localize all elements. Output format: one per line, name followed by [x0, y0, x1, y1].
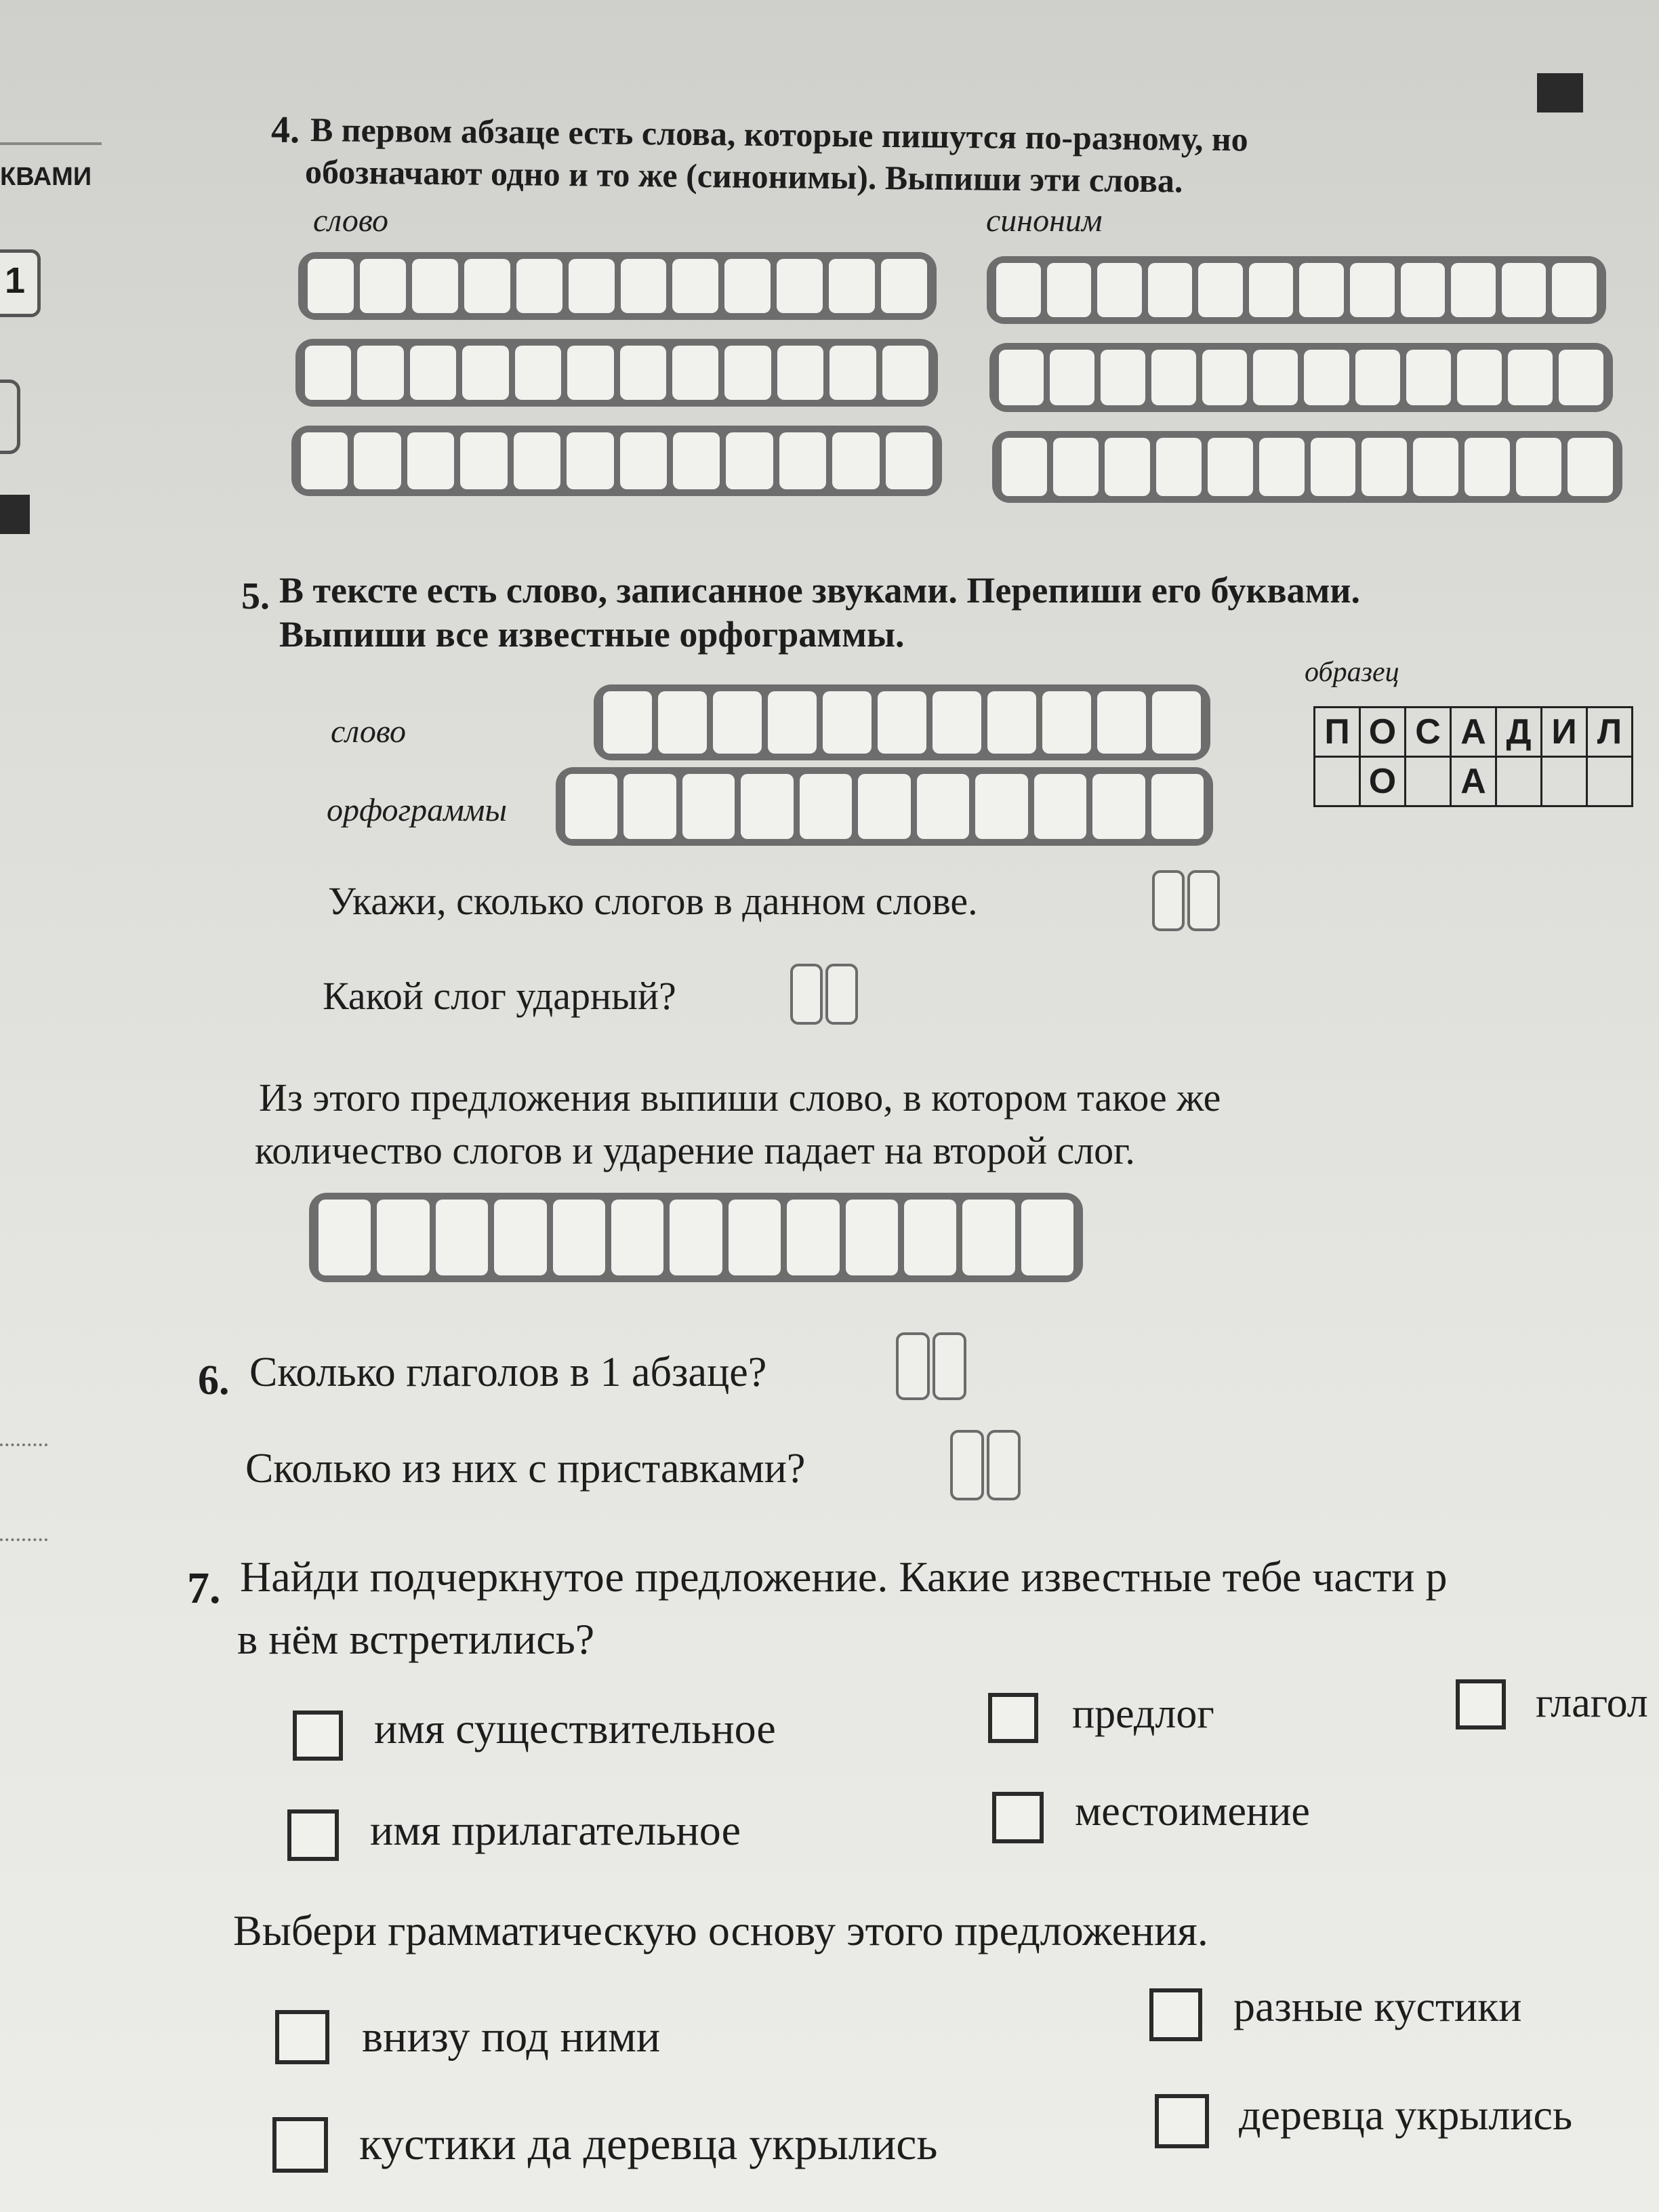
letter-cell[interactable]	[962, 1200, 1015, 1275]
letter-cell[interactable]	[724, 259, 771, 313]
letter-cell[interactable]	[620, 432, 667, 489]
letter-cell[interactable]	[611, 1200, 663, 1275]
letter-cell[interactable]	[1042, 691, 1091, 754]
letter-cell[interactable]	[670, 1200, 722, 1275]
task5-word-label: слово	[331, 714, 407, 750]
letter-cell[interactable]	[830, 346, 876, 400]
letter-cell[interactable]	[1559, 350, 1603, 405]
letter-cell[interactable]	[682, 774, 735, 839]
basis-option-4: деревца укрылись	[1239, 2091, 1573, 2139]
task5-extra-line1: Из этого предложения выпиши слово, в котором такое же	[259, 1076, 1221, 1120]
task4-synonym-label: синоним	[986, 203, 1103, 239]
task4-word-strip-2[interactable]	[295, 339, 938, 407]
letter-cell[interactable]	[603, 691, 652, 754]
letter-cell[interactable]	[515, 346, 561, 400]
task4-synonym-strip-3[interactable]	[992, 431, 1622, 503]
task7-number: 7.	[187, 1563, 221, 1613]
margin-number-box	[0, 249, 41, 317]
letter-cell[interactable]	[1151, 350, 1196, 405]
task5-syllables-question: Укажи, сколько слогов в данном слове.	[328, 879, 978, 923]
letter-cell[interactable]	[305, 346, 351, 400]
checkbox-basis-4[interactable]	[1155, 2094, 1209, 2148]
letter-cell[interactable]	[878, 691, 926, 754]
sample-letter	[1406, 757, 1451, 806]
letter-cell[interactable]	[904, 1200, 956, 1275]
letter-cell[interactable]	[1457, 350, 1502, 405]
sample-letter	[1496, 757, 1542, 806]
letter-cell[interactable]	[726, 432, 773, 489]
letter-cell[interactable]	[1092, 774, 1145, 839]
letter-cell[interactable]	[360, 259, 406, 313]
letter-cell[interactable]	[410, 346, 456, 400]
letter-cell[interactable]	[787, 1200, 839, 1275]
sample-letter: А	[1451, 757, 1496, 806]
letter-cell[interactable]	[1202, 350, 1247, 405]
sample-letter: С	[1406, 708, 1451, 757]
margin-dots-1	[0, 1443, 47, 1446]
letter-cell[interactable]	[741, 774, 793, 839]
task5-extra-line2: количество слогов и ударение падает на второй слог.	[255, 1128, 1135, 1172]
margin-word-fragment: КВАМИ	[0, 163, 92, 191]
letter-cell[interactable]	[1101, 350, 1145, 405]
letter-cell[interactable]	[1259, 438, 1305, 496]
letter-cell[interactable]	[1304, 350, 1349, 405]
letter-cell[interactable]	[357, 346, 403, 400]
task7-line2: в нём встретились?	[237, 1615, 595, 1663]
checkbox-basis-3[interactable]	[272, 2117, 328, 2173]
letter-cell[interactable]	[658, 691, 707, 754]
task5-word-strip[interactable]	[594, 684, 1210, 760]
checkbox-preposition[interactable]	[988, 1693, 1038, 1743]
basis-option-3: кустики да деревца укрылись	[359, 2118, 938, 2169]
letter-cell[interactable]	[1156, 438, 1202, 496]
letter-cell[interactable]	[1053, 438, 1099, 496]
checkbox-pronoun[interactable]	[992, 1792, 1044, 1843]
task4-synonym-strip-2[interactable]	[989, 343, 1613, 412]
letter-cell[interactable]	[777, 346, 823, 400]
letter-cell[interactable]	[377, 1200, 429, 1275]
letter-cell[interactable]	[777, 259, 823, 313]
task7-line1: Найди подчеркнутое предложение. Какие известные тебе части р	[240, 1553, 1448, 1601]
checkbox-verb[interactable]	[1456, 1679, 1506, 1729]
letter-cell[interactable]	[724, 346, 771, 400]
letter-cell[interactable]	[1148, 263, 1193, 317]
option-adjective: имя прилагательное	[370, 1806, 741, 1854]
letter-cell[interactable]	[713, 691, 762, 754]
sample-table	[1313, 706, 1633, 807]
margin-bracket	[0, 380, 20, 454]
letter-cell[interactable]	[832, 432, 879, 489]
letter-cell[interactable]	[462, 346, 508, 400]
letter-cell[interactable]	[569, 259, 615, 313]
sample-letter	[1542, 757, 1587, 806]
letter-cell[interactable]	[412, 259, 458, 313]
letter-cell[interactable]	[621, 259, 667, 313]
letter-cell[interactable]	[516, 259, 562, 313]
letter-cell[interactable]	[1097, 263, 1142, 317]
letter-cell[interactable]	[319, 1200, 371, 1275]
option-preposition: предлог	[1072, 1691, 1214, 1737]
letter-cell[interactable]	[354, 432, 401, 489]
margin-rule	[0, 142, 102, 145]
letter-cell[interactable]	[1401, 263, 1446, 317]
letter-cell[interactable]	[1208, 438, 1253, 496]
letter-cell[interactable]	[768, 691, 817, 754]
letter-cell[interactable]	[673, 432, 720, 489]
sample-letter: О	[1360, 757, 1406, 806]
letter-cell[interactable]	[1413, 438, 1458, 496]
sample-label: образец	[1305, 657, 1399, 688]
task5-orthograms-strip[interactable]	[556, 767, 1213, 846]
letter-cell[interactable]	[1502, 263, 1547, 317]
letter-cell[interactable]	[1568, 438, 1613, 496]
margin-number: 1	[5, 260, 26, 301]
letter-cell[interactable]	[823, 691, 872, 754]
letter-cell[interactable]	[1299, 263, 1344, 317]
letter-cell[interactable]	[672, 346, 718, 400]
task6-question-1: Сколько глаголов в 1 абзаце?	[249, 1349, 767, 1395]
letter-cell[interactable]	[436, 1200, 488, 1275]
letter-cell[interactable]	[514, 432, 560, 489]
sample-letter: Л	[1587, 708, 1633, 757]
margin-marker	[0, 495, 30, 534]
task4-synonym-strip-1[interactable]	[987, 256, 1606, 324]
margin-dots-2	[0, 1538, 47, 1541]
letter-cell[interactable]	[1249, 263, 1294, 317]
letter-cell[interactable]	[567, 432, 613, 489]
letter-cell[interactable]	[1355, 350, 1400, 405]
corner-marker	[1537, 73, 1583, 112]
sample-letter: О	[1360, 708, 1406, 757]
letter-cell[interactable]	[494, 1200, 546, 1275]
task5-extra-strip[interactable]	[309, 1193, 1083, 1282]
sample-letter: П	[1315, 708, 1360, 757]
letter-cell[interactable]	[1105, 438, 1150, 496]
option-verb: глагол	[1536, 1680, 1648, 1726]
letter-cell[interactable]	[882, 346, 928, 400]
basis-option-1: внизу под ними	[362, 2012, 661, 2062]
task4-word-strip-3[interactable]	[291, 426, 942, 496]
sample-letter: Д	[1496, 708, 1542, 757]
letter-cell[interactable]	[1198, 263, 1243, 317]
task5-line2: Выпиши все известные орфограммы.	[279, 614, 905, 655]
task5-stress-question: Какой слог ударный?	[323, 974, 676, 1018]
task6-answer-2[interactable]	[950, 1430, 1021, 1500]
letter-cell[interactable]	[1406, 350, 1451, 405]
letter-cell[interactable]	[1311, 438, 1356, 496]
letter-cell[interactable]	[886, 432, 933, 489]
letter-cell[interactable]	[1002, 438, 1047, 496]
letter-cell[interactable]	[1050, 350, 1094, 405]
letter-cell[interactable]	[1552, 263, 1597, 317]
task6-question-2: Сколько из них с приставками?	[245, 1446, 806, 1492]
letter-cell[interactable]	[858, 774, 910, 839]
letter-cell[interactable]	[1516, 438, 1561, 496]
sample-row-2	[1315, 757, 1633, 806]
letter-cell[interactable]	[933, 691, 981, 754]
letter-cell[interactable]	[1021, 1200, 1073, 1275]
sample-row-1	[1315, 708, 1633, 757]
letter-cell[interactable]	[1451, 263, 1496, 317]
letter-cell[interactable]	[1152, 691, 1201, 754]
task4-number: 4.	[271, 109, 300, 151]
letter-cell[interactable]	[1047, 263, 1092, 317]
task4-line1: В первом абзаце есть слова, которые пишутся по-разному, но	[310, 110, 1248, 159]
task4-line2: обозначают одно и то же (синонимы). Выпиши эти слова.	[304, 152, 1183, 200]
letter-cell[interactable]	[1465, 438, 1510, 496]
checkbox-adjective[interactable]	[287, 1809, 339, 1861]
letter-cell[interactable]	[1350, 263, 1395, 317]
letter-cell[interactable]	[1508, 350, 1553, 405]
letter-cell[interactable]	[987, 691, 1036, 754]
letter-cell[interactable]	[301, 432, 348, 489]
letter-cell[interactable]	[881, 259, 927, 313]
task6-number: 6.	[198, 1357, 230, 1404]
letter-cell[interactable]	[1253, 350, 1298, 405]
letter-cell[interactable]	[999, 350, 1044, 405]
letter-cell[interactable]	[1151, 774, 1204, 839]
basis-option-2: разные кустики	[1233, 1982, 1522, 2030]
letter-cell[interactable]	[464, 259, 510, 313]
checkbox-basis-2[interactable]	[1149, 1988, 1202, 2041]
task4-word-strip-1[interactable]	[298, 252, 937, 320]
option-noun: имя существительное	[374, 1704, 776, 1753]
option-pronoun: местоимение	[1075, 1788, 1310, 1835]
sample-letter	[1587, 757, 1633, 806]
letter-cell[interactable]	[1097, 691, 1146, 754]
letter-cell[interactable]	[567, 346, 613, 400]
letter-cell[interactable]	[460, 432, 507, 489]
task5-number: 5.	[241, 575, 270, 617]
checkbox-noun[interactable]	[293, 1711, 343, 1761]
task7-basis-question: Выбери грамматическую основу этого предложения.	[233, 1906, 1208, 1954]
letter-cell[interactable]	[996, 263, 1041, 317]
checkbox-basis-1[interactable]	[275, 2010, 329, 2064]
letter-cell[interactable]	[829, 259, 875, 313]
task5-orthograms-label: орфограммы	[327, 792, 507, 828]
letter-cell[interactable]	[308, 259, 354, 313]
task5-line1: В тексте есть слово, записанное звуками. Перепиши его буквами.	[279, 570, 1361, 611]
task5-syllables-answer[interactable]	[1152, 870, 1220, 931]
letter-cell[interactable]	[553, 1200, 605, 1275]
sample-letter: А	[1451, 708, 1496, 757]
letter-cell[interactable]	[1361, 438, 1407, 496]
task6-answer-1[interactable]	[896, 1332, 966, 1400]
letter-cell[interactable]	[917, 774, 969, 839]
task5-stress-answer[interactable]	[790, 964, 858, 1025]
letter-cell[interactable]	[565, 774, 617, 839]
letter-cell[interactable]	[672, 259, 718, 313]
letter-cell[interactable]	[623, 774, 676, 839]
letter-cell[interactable]	[729, 1200, 781, 1275]
task4-word-label: слово	[313, 203, 389, 239]
sample-letter	[1315, 757, 1360, 806]
letter-cell[interactable]	[846, 1200, 898, 1275]
letter-cell[interactable]	[800, 774, 852, 839]
letter-cell[interactable]	[975, 774, 1027, 839]
letter-cell[interactable]	[407, 432, 454, 489]
letter-cell[interactable]	[1034, 774, 1086, 839]
sample-letter: И	[1542, 708, 1587, 757]
letter-cell[interactable]	[620, 346, 666, 400]
letter-cell[interactable]	[779, 432, 826, 489]
